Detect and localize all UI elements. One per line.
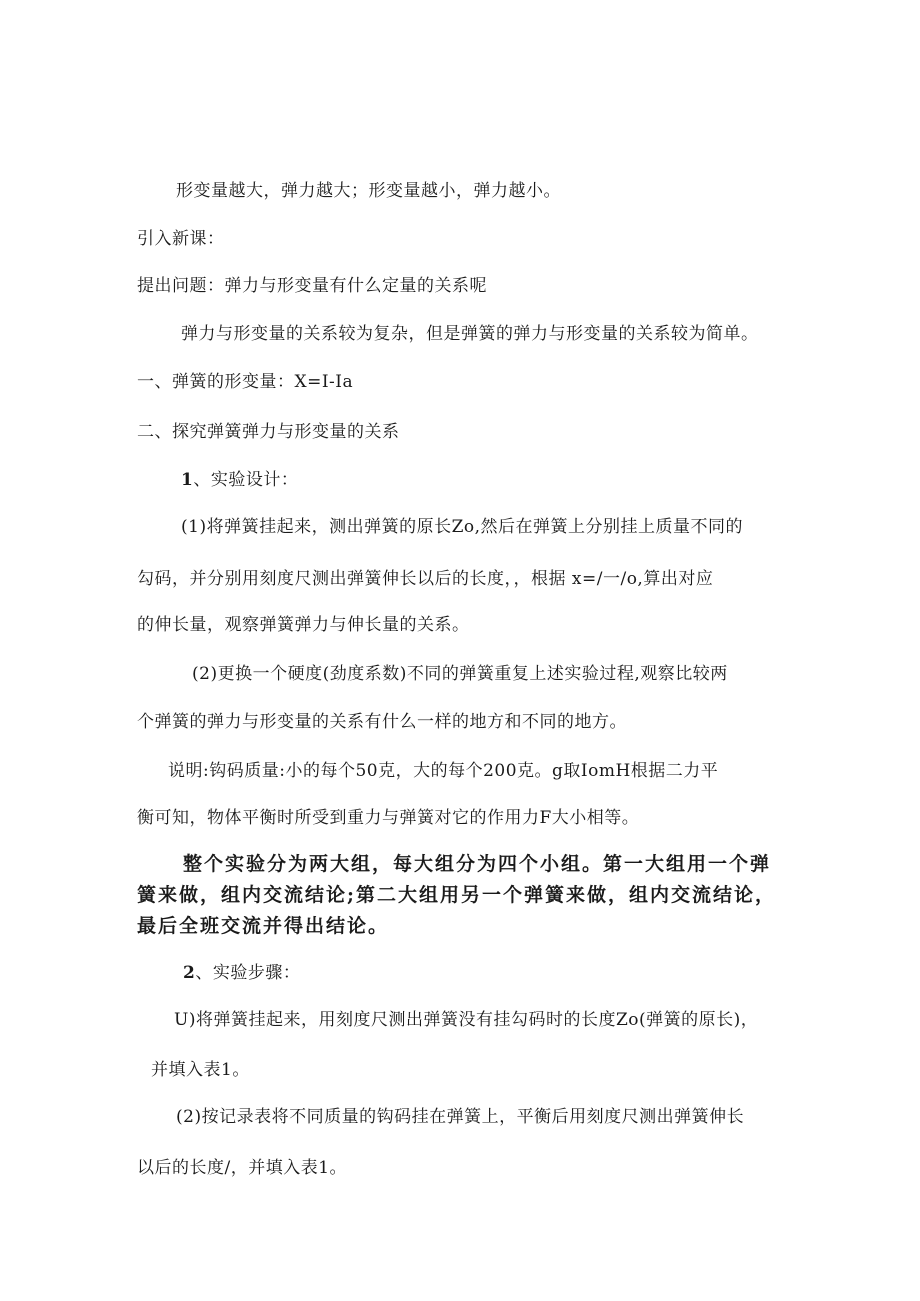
subsection-heading — [183, 962, 300, 984]
paragraph-line: (2)更换一个硬度(劲度系数)不同的弹簧重复上述实验过程,观察比较两 — [192, 664, 728, 684]
paragraph-line: (1)将弹簧挂起来，测出弹簧的原长Zo,然后在弹簧上分别挂上质量不同的 — [181, 517, 744, 537]
section-heading: 引入新课： — [137, 229, 225, 249]
section-heading: 二、探究弹簧弹力与形变量的关系 — [137, 422, 400, 442]
paragraph-line: 的伸长量，观察弹簧弹力与伸长量的关系。 — [137, 615, 470, 635]
subsection-number: 2 — [183, 963, 196, 983]
subsection-title: 、实验步骤： — [195, 963, 301, 983]
note-line: 衡可知，物体平衡时所受到重力与弹簧对它的作用力F大小相等。 — [137, 808, 640, 828]
paragraph-line: 簧来做，组内交流结论;第二大组用另一个弹簧来做，组内交流结论， — [137, 884, 777, 906]
paragraph-line: 提出问题：弹力与形变量有什么定量的关系呢 — [137, 276, 487, 296]
paragraph-line: 个弹簧的弹力与形变量的关系有什么一样的地方和不同的地方。 — [137, 712, 627, 732]
paragraph-line: 整个实验分为两大组，每大组分为四个小组。第一大组用一个弹 — [183, 853, 772, 875]
paragraph-line: 以后的长度/，并填入表1。 — [137, 1158, 348, 1178]
paragraph-line: U)将弹簧挂起来，用刻度尺测出弹簧没有挂勾码时的长度Zo(弹簧的原长)， — [174, 1010, 759, 1030]
paragraph-line: 勾码，并分别用刻度尺测出弹簧伸长以后的长度，，根据 x=/一/o,算出对应 — [137, 569, 714, 589]
subsection-title: 、实验设计： — [193, 470, 299, 490]
paragraph-line: (2)按记录表将不同质量的钩码挂在弹簧上，平衡后用刻度尺测出弹簧伸长 — [176, 1107, 745, 1127]
note-line: 说明:钩码质量:小的每个50克，大的每个200克。g取IomH根据二力平 — [168, 761, 719, 781]
paragraph-line: 并填入表1。 — [151, 1060, 250, 1080]
paragraph-line: 最后全班交流并得出结论。 — [137, 915, 390, 937]
paragraph-line: 弹力与形变量的关系较为复杂，但是弹簧的弹力与形变量的关系较为简单。 — [181, 324, 759, 344]
subsection-heading — [181, 469, 298, 491]
paragraph-line: 形变量越大，弹力越大；形变量越小，弹力越小。 — [176, 181, 561, 201]
section-heading: 一、弹簧的形变量：X=I-Ia — [137, 372, 354, 392]
subsection-number: 1 — [181, 470, 194, 490]
